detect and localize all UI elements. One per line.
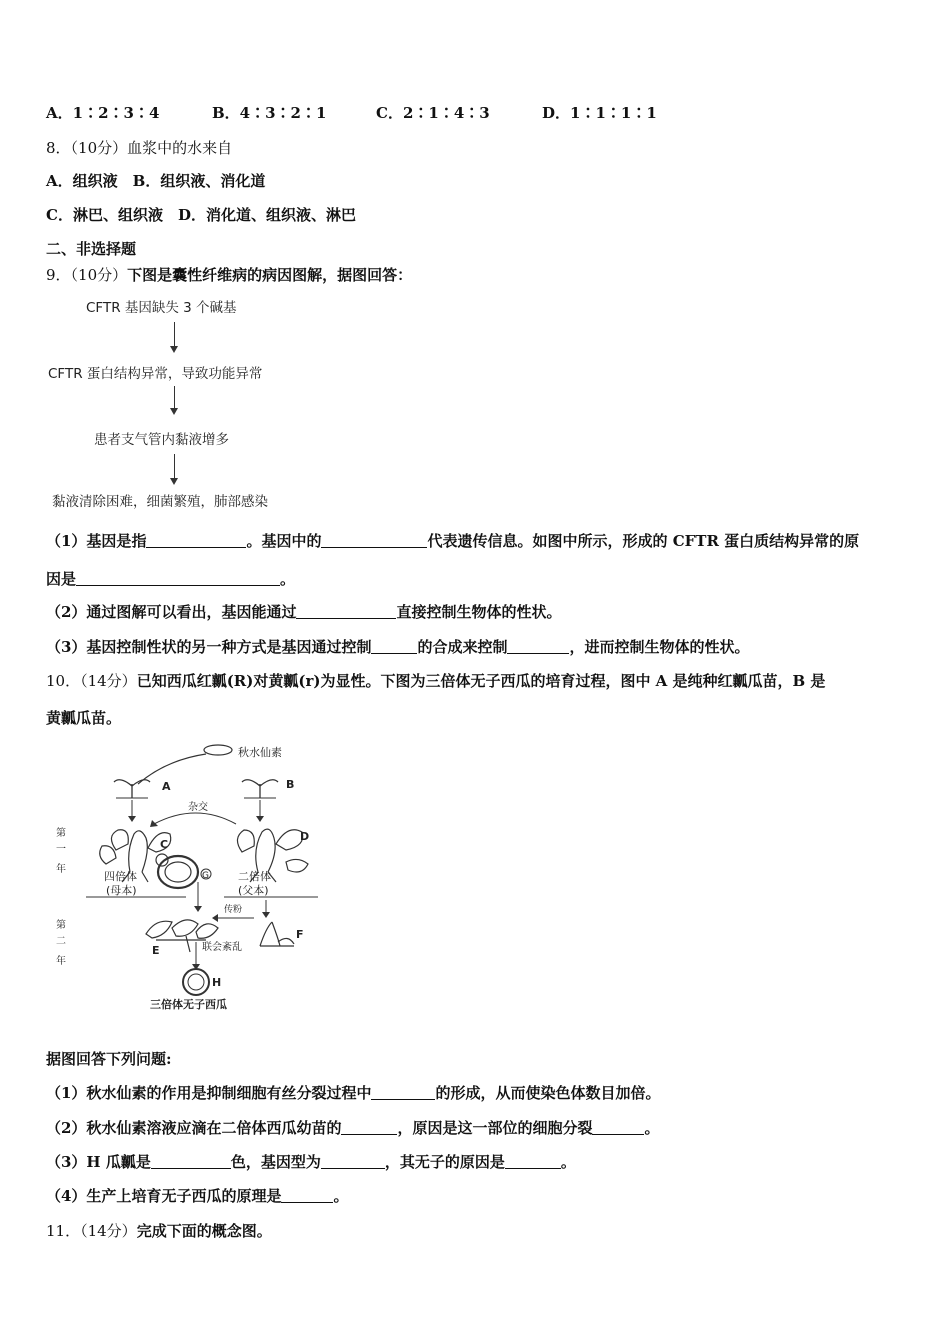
q11-stem: [46, 1220, 272, 1241]
label-d: D: [300, 830, 310, 843]
answer-blank[interactable]: [371, 639, 417, 654]
label-year1-a: 第: [56, 828, 66, 839]
q10-p4-text-b: 。: [333, 1187, 349, 1205]
flow-step-3: 患者支气管内黏液增多: [94, 432, 229, 448]
section-heading: 二、非选择题: [46, 240, 137, 258]
label-cross: 杂交: [188, 802, 208, 813]
cross-arrowhead: [150, 820, 158, 827]
cftr-flow-diagram: [46, 292, 308, 512]
answer-blank[interactable]: [505, 1154, 561, 1169]
label-a: A: [162, 780, 171, 793]
option-a: A．1∶2∶3∶4: [46, 104, 160, 122]
option-b: B．4∶3∶2∶1: [212, 104, 327, 122]
cross-arrow: [154, 813, 236, 824]
label-father: (父本): [238, 884, 269, 897]
label-e: E: [152, 944, 160, 957]
q9-p3-text-a: （3）基因控制性状的另一种方式是基因通过控制: [46, 638, 372, 656]
q10-p3-text-a: （3）H 瓜瓤是: [46, 1153, 151, 1171]
label-mother: (母本): [106, 884, 137, 897]
option-d: D．1∶1∶1∶1: [542, 104, 657, 122]
label-year2-b: 二: [56, 936, 66, 947]
watermelon-breeding-figure: [46, 732, 346, 1012]
label-c: C: [160, 838, 169, 851]
answer-blank[interactable]: [281, 1188, 333, 1203]
q10-part1: [46, 1082, 660, 1103]
q8-options-cd: C．淋巴、组织液 D．消化道、组织液、淋巴: [46, 206, 356, 224]
q9-p1-text-b: 。基因中的: [246, 532, 322, 550]
q8-options-ab: A．组织液 B．组织液、消化道: [46, 172, 266, 190]
q10-p1-text-b: 的形成，从而使染色体数目加倍。: [435, 1084, 661, 1102]
label-triploid: 三倍体无子西瓜: [150, 998, 227, 1011]
label-year2-a: 第: [56, 920, 66, 931]
q10-part3: [46, 1151, 576, 1172]
pollinate-arrowhead: [212, 914, 218, 922]
q9-part2: [46, 601, 561, 622]
seedling-b-icon: [242, 780, 278, 798]
q10-p3-text-d: 。: [560, 1153, 576, 1171]
label-pollinate: 传粉: [224, 905, 243, 915]
q9-p1-text-a: （1）基因是指: [46, 532, 147, 550]
q9-stem: [46, 264, 412, 285]
answer-blank[interactable]: [592, 1120, 644, 1135]
answer-blank[interactable]: [151, 1154, 231, 1169]
q10-intro: 据图回答下列问题:: [46, 1050, 172, 1068]
q10-p3-text-c: ，其无子的原因是: [384, 1153, 505, 1171]
answer-blank[interactable]: [296, 604, 396, 619]
q9-part1-cont: [46, 568, 295, 589]
fruit-h-icon: [183, 969, 209, 995]
answer-blank[interactable]: [321, 533, 427, 548]
q8-stem: [46, 137, 232, 158]
label-f: F: [296, 928, 304, 941]
dropper-tube: [138, 754, 206, 784]
q10-p2-text-c: 。: [644, 1119, 660, 1137]
q10-stem-cont: 黄瓤瓜苗。: [46, 709, 122, 727]
flow-arrowhead-3: [170, 478, 178, 485]
q10-stem: [46, 670, 825, 691]
answer-blank[interactable]: [76, 571, 280, 586]
label-year1-b: 一: [56, 844, 66, 855]
arrowhead-a: [128, 816, 136, 822]
label-g: G: [202, 871, 209, 881]
q9-p2-text-b: 直接控制生物体的性状。: [396, 603, 562, 621]
fruit-h-inner: [188, 974, 204, 990]
q9-p3-text-c: ，进而控制生物体的性状。: [569, 638, 750, 656]
q9-part3: [46, 636, 749, 657]
answer-blank[interactable]: [146, 533, 246, 548]
q10-p4-text-a: （4）生产上培育无子西瓜的原理是: [46, 1187, 282, 1205]
q9-number: 9．（10分）: [46, 266, 128, 284]
q10-part2: [46, 1117, 659, 1138]
fruit-g-inner: [165, 862, 191, 882]
flow-arrowhead-1: [170, 346, 178, 353]
answer-blank[interactable]: [507, 639, 569, 654]
label-tetraploid: 四倍体: [104, 870, 137, 883]
label-b: B: [286, 778, 295, 791]
option-c: C．2∶1∶4∶3: [376, 104, 490, 122]
q9-p2-text-a: （2）通过图解可以看出，基因能通过: [46, 603, 297, 621]
q8-number: 8．（10分）: [46, 139, 128, 157]
flow-step-1: CFTR 基因缺失 3 个碱基: [86, 300, 237, 316]
q11-number: 11．（14分）: [46, 1222, 137, 1240]
q9-text: 下图是囊性纤维病的病因图解，据图回答：: [127, 266, 413, 284]
flow-arrow-2: [174, 386, 175, 408]
flow-arrowhead-2: [170, 408, 178, 415]
q9-p3-text-b: 的合成来控制: [417, 638, 508, 656]
flow-step-4: 黏液清除困难，细菌繁殖，肺部感染: [52, 494, 268, 510]
q10-p2-text-a: （2）秋水仙素溶液应滴在二倍体西瓜幼苗的: [46, 1119, 342, 1137]
q9-p1-text-c: 代表遗传信息。如图中所示，形成的 CFTR 蛋白质结构异常的原: [427, 532, 860, 550]
label-year1-c: 年: [56, 864, 66, 875]
q10-p2-text-b: ，原因是这一部位的细胞分裂: [397, 1119, 593, 1137]
flow-arrow-1: [174, 322, 175, 346]
diploid-plant-f-icon: [260, 922, 294, 946]
q9-p1-text-e: 。: [280, 570, 296, 588]
q10-part4: [46, 1185, 348, 1206]
arrowhead-d: [262, 912, 270, 918]
label-h: H: [212, 976, 222, 989]
q8-text: 血浆中的水来自: [127, 139, 233, 157]
q11-text: 完成下面的概念图。: [136, 1222, 272, 1240]
flow-step-2: CFTR 蛋白结构异常，导致功能异常: [48, 366, 263, 382]
arrowhead-g: [194, 906, 202, 912]
seedling-a-icon: [114, 780, 150, 798]
q10-number: 10．（14分）: [46, 672, 137, 690]
label-diploid: 二倍体: [238, 870, 271, 883]
q9-p1-text-d: 因是: [46, 570, 77, 588]
arrowhead-b: [256, 816, 264, 822]
q9-part1: [46, 530, 859, 551]
flow-arrow-3: [174, 454, 175, 478]
q10-text: 已知西瓜红瓤(R)对黄瓤(r)为显性。下图为三倍体无子西瓜的培育过程，图中 A 是纯种红瓤瓜苗，B 是: [136, 672, 826, 690]
q10-p1-text-a: （1）秋水仙素的作用是抑制细胞有丝分裂过程中: [46, 1084, 372, 1102]
label-colchicine: 秋水仙素: [238, 746, 282, 759]
dropper-bulb-icon: [204, 745, 232, 755]
q10-p3-text-b: 色，基因型为: [230, 1153, 321, 1171]
label-year2-c: 年: [56, 956, 66, 967]
answer-blank[interactable]: [371, 1085, 435, 1100]
fruit-g-icon: [158, 856, 198, 888]
label-synapsis: 联会紊乱: [202, 942, 242, 953]
answer-blank[interactable]: [341, 1120, 397, 1135]
answer-blank[interactable]: [321, 1154, 385, 1169]
